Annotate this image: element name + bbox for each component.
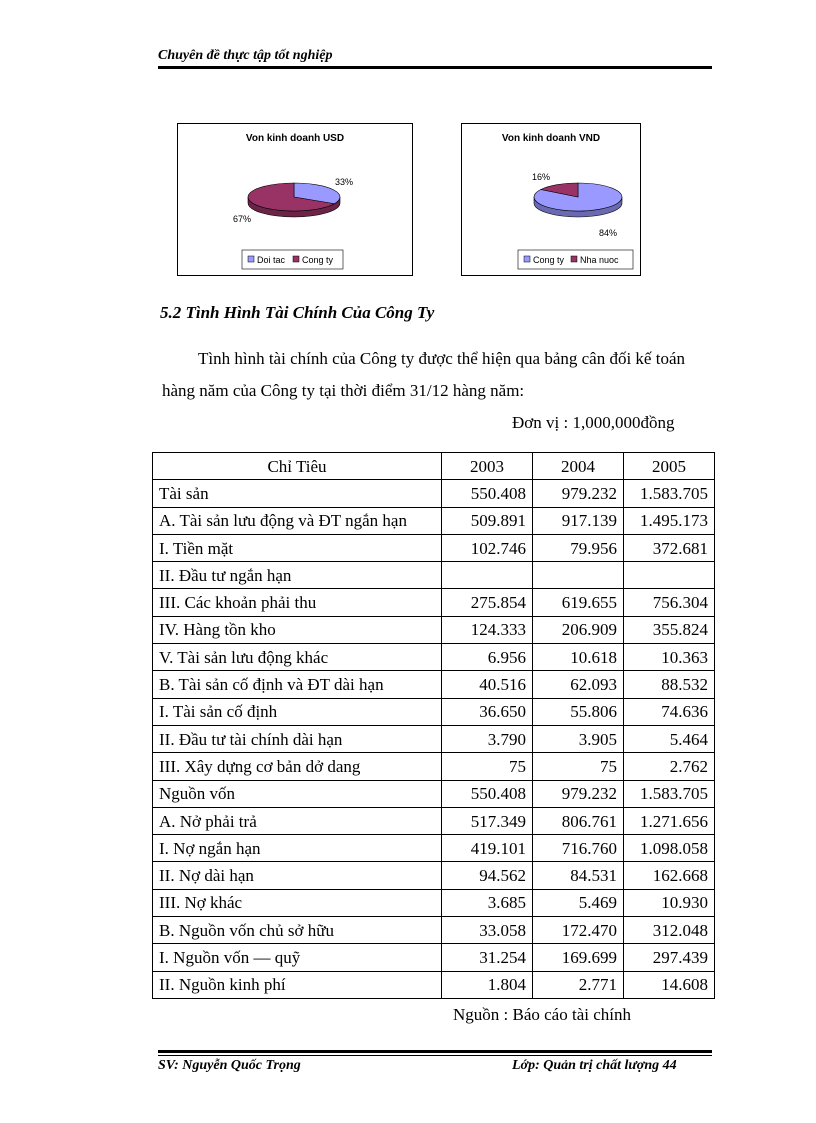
header-cell: 2003 — [442, 453, 533, 480]
row-label-cell: II. Nợ dài hạn — [153, 862, 442, 889]
table-row — [153, 644, 715, 671]
value-cell: 312.048 — [624, 917, 715, 944]
pie-chart-usd-svg — [178, 124, 412, 275]
table-row — [153, 534, 715, 561]
paragraph-line-1: Tình hình tài chính của Công ty được thể hiện qua bảng cân đối kế toán — [198, 349, 685, 368]
value-cell: 806.761 — [533, 807, 624, 834]
value-cell: 10.930 — [624, 889, 715, 916]
value-cell: 84.531 — [533, 862, 624, 889]
row-label-cell: III. Các khoản phải thu — [153, 589, 442, 616]
value-cell: 1.583.705 — [624, 780, 715, 807]
legend-swatch-doi-tac — [248, 256, 254, 262]
value-cell: 1.495.173 — [624, 507, 715, 534]
value-cell: 5.464 — [624, 725, 715, 752]
value-cell: 756.304 — [624, 589, 715, 616]
value-cell: 6.956 — [442, 644, 533, 671]
chart-legend-usd — [242, 250, 343, 269]
row-label-cell: V. Tài sản lưu động khác — [153, 644, 442, 671]
table-row — [153, 616, 715, 643]
value-cell: 33.058 — [442, 917, 533, 944]
table-row — [153, 562, 715, 589]
table-row — [153, 753, 715, 780]
table-row — [153, 671, 715, 698]
pct-label-nha-nuoc: 16% — [532, 172, 551, 182]
value-cell: 3.685 — [442, 889, 533, 916]
value-cell: 716.760 — [533, 835, 624, 862]
value-cell: 169.699 — [533, 944, 624, 971]
table-row — [153, 862, 715, 889]
value-cell: 372.681 — [624, 534, 715, 561]
value-cell: 36.650 — [442, 698, 533, 725]
value-cell: 5.469 — [533, 889, 624, 916]
table-header-row — [153, 453, 715, 480]
page-header: Chuyên đề thực tập tốt nghiệp — [158, 48, 333, 63]
value-cell: 79.956 — [533, 534, 624, 561]
value-cell: 2.771 — [533, 971, 624, 998]
value-cell: 40.516 — [442, 671, 533, 698]
table-row — [153, 807, 715, 834]
value-cell: 275.854 — [442, 589, 533, 616]
value-cell: 517.349 — [442, 807, 533, 834]
row-label-cell: I. Nguồn vốn — quỹ — [153, 944, 442, 971]
row-label-cell: II. Nguồn kinh phí — [153, 971, 442, 998]
row-label-cell: Tài sản — [153, 480, 442, 507]
chart-legend-vnd — [518, 250, 633, 269]
value-cell: 1.098.058 — [624, 835, 715, 862]
value-cell: 1.583.705 — [624, 480, 715, 507]
header-cell: 2005 — [624, 453, 715, 480]
pie-chart-vnd-svg — [462, 124, 640, 275]
footer-rule-thin — [158, 1055, 712, 1056]
value-cell: 1.271.656 — [624, 807, 715, 834]
value-cell: 2.762 — [624, 753, 715, 780]
legend-swatch-cong-ty-vnd — [524, 256, 530, 262]
value-cell: 14.608 — [624, 971, 715, 998]
value-cell: 162.668 — [624, 862, 715, 889]
chart-title-usd: Von kinh doanh USD — [245, 133, 345, 144]
legend-label-cong-ty-vnd: Cong ty — [533, 255, 565, 265]
row-label-cell: B. Tài sản cố định và ĐT dài hạn — [153, 671, 442, 698]
row-label-cell: IV. Hàng tồn kho — [153, 616, 442, 643]
table-row — [153, 917, 715, 944]
table-row — [153, 889, 715, 916]
pct-label-doi-tac: 33% — [335, 177, 354, 187]
pie-chart-usd — [177, 123, 413, 276]
table-row — [153, 507, 715, 534]
footer-class: Lớp: Quản trị chất lượng 44 — [512, 1058, 677, 1073]
row-label-cell: I. Nợ ngắn hạn — [153, 835, 442, 862]
footer-rule-thick — [158, 1050, 712, 1053]
table-row — [153, 780, 715, 807]
value-cell: 3.790 — [442, 725, 533, 752]
value-cell: 124.333 — [442, 616, 533, 643]
value-cell — [624, 562, 715, 589]
row-label-cell: I. Tài sản cố định — [153, 698, 442, 725]
value-cell: 31.254 — [442, 944, 533, 971]
header-cell: 2004 — [533, 453, 624, 480]
header-cell: Chỉ Tiêu — [153, 453, 442, 480]
table-row — [153, 589, 715, 616]
value-cell — [533, 562, 624, 589]
legend-swatch-cong-ty — [293, 256, 299, 262]
row-label-cell: III. Xây dựng cơ bản dở dang — [153, 753, 442, 780]
value-cell: 88.532 — [624, 671, 715, 698]
pct-label-cong-ty-vnd: 84% — [599, 228, 618, 238]
value-cell: 3.905 — [533, 725, 624, 752]
pie-vnd-body — [534, 183, 622, 217]
value-cell — [442, 562, 533, 589]
value-cell: 297.439 — [624, 944, 715, 971]
value-cell: 509.891 — [442, 507, 533, 534]
table-row — [153, 944, 715, 971]
value-cell: 979.232 — [533, 480, 624, 507]
value-cell: 62.093 — [533, 671, 624, 698]
value-cell: 1.804 — [442, 971, 533, 998]
value-cell: 917.139 — [533, 507, 624, 534]
value-cell: 102.746 — [442, 534, 533, 561]
row-label-cell: A. Nở phải trả — [153, 807, 442, 834]
section-title: 5.2 Tình Hình Tài Chính Của Công Ty — [160, 303, 435, 322]
value-cell: 550.408 — [442, 780, 533, 807]
value-cell: 979.232 — [533, 780, 624, 807]
row-label-cell: III. Nợ khác — [153, 889, 442, 916]
table-row — [153, 698, 715, 725]
value-cell: 75 — [533, 753, 624, 780]
row-label-cell: Nguồn vốn — [153, 780, 442, 807]
table-row — [153, 971, 715, 998]
balance-sheet-table — [152, 452, 715, 999]
unit-label: Đơn vị : 1,000,000đồng — [512, 413, 675, 432]
chart-title-vnd: Von kinh doanh VND — [501, 133, 601, 144]
value-cell: 10.363 — [624, 644, 715, 671]
footer-student: SV: Nguyễn Quốc Trọng — [158, 1058, 301, 1073]
value-cell: 550.408 — [442, 480, 533, 507]
table-row — [153, 725, 715, 752]
pie-chart-vnd — [461, 123, 641, 276]
source-note: Nguồn : Báo cáo tài chính — [453, 1005, 631, 1024]
value-cell: 75 — [442, 753, 533, 780]
header-rule — [158, 66, 712, 69]
legend-label-cong-ty: Cong ty — [302, 255, 334, 265]
legend-label-nha-nuoc: Nha nuoc — [580, 255, 619, 265]
value-cell: 355.824 — [624, 616, 715, 643]
row-label-cell: II. Đầu tư ngắn hạn — [153, 562, 442, 589]
row-label-cell: I. Tiền mặt — [153, 534, 442, 561]
row-label-cell: A. Tài sản lưu động và ĐT ngắn hạn — [153, 507, 442, 534]
value-cell: 419.101 — [442, 835, 533, 862]
table-row — [153, 480, 715, 507]
row-label-cell: B. Nguồn vốn chủ sở hữu — [153, 917, 442, 944]
value-cell: 74.636 — [624, 698, 715, 725]
paragraph-line-2: hàng năm của Công ty tại thời điểm 31/12 hàng năm: — [162, 381, 525, 400]
pct-label-cong-ty: 67% — [233, 214, 252, 224]
value-cell: 94.562 — [442, 862, 533, 889]
value-cell: 206.909 — [533, 616, 624, 643]
legend-swatch-nha-nuoc — [571, 256, 577, 262]
table-row — [153, 835, 715, 862]
legend-label-doi-tac: Doi tac — [257, 255, 286, 265]
pie-usd-body — [248, 183, 340, 217]
row-label-cell: II. Đầu tư tài chính dài hạn — [153, 725, 442, 752]
value-cell: 619.655 — [533, 589, 624, 616]
value-cell: 10.618 — [533, 644, 624, 671]
value-cell: 172.470 — [533, 917, 624, 944]
value-cell: 55.806 — [533, 698, 624, 725]
